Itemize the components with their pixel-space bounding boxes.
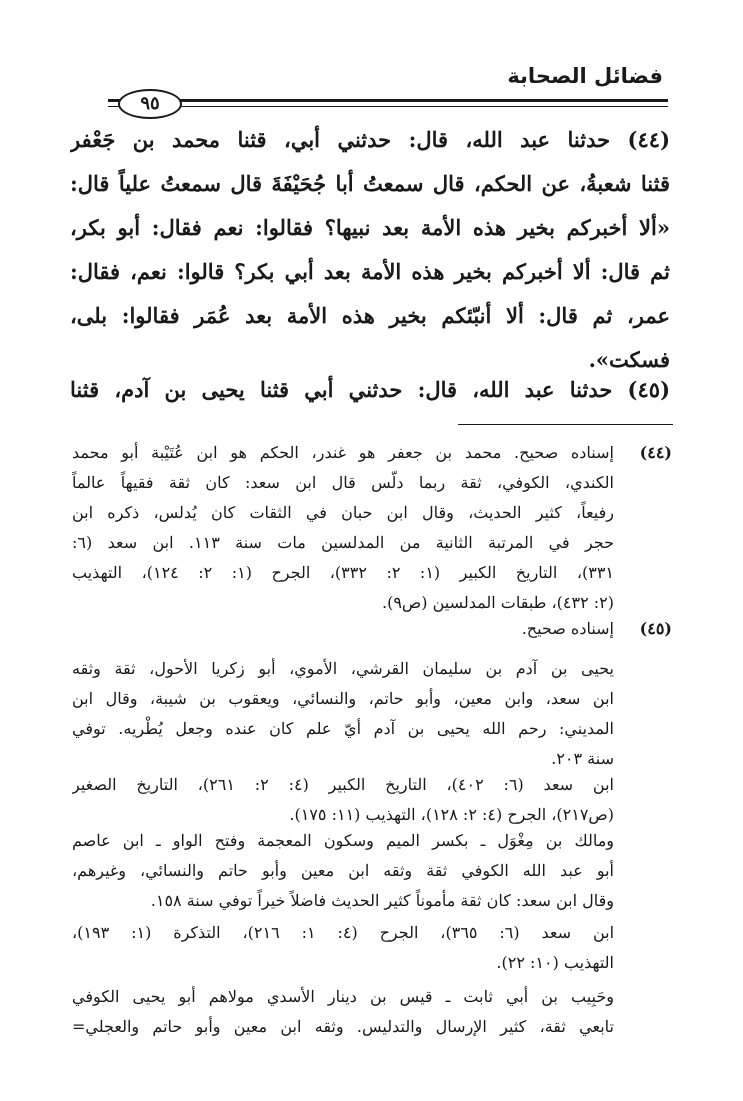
- footnote-line: ٣٣١)، التاريخ الكبير (١: ٢: ٣٣٢)، الجرح (١: ٢: ١٢٤)، التهذيب: [72, 563, 614, 582]
- footnote-line: يحيى بن آدم بن سليمان القرشي، الأموي، أبو زكريا الأحول، ثقة وثقه: [72, 659, 614, 678]
- footnote-number: (٤٥): [639, 619, 672, 638]
- footnote-line: (٢: ٤٣٢)، طبقات المدلسين (ص٩).: [382, 593, 614, 612]
- footnote-45-para-4: [72, 918, 614, 978]
- hadith-44-line: قثنا شعبةُ، عن الحكم، قال سمعتُ أبا جُحَيْفَةَ قال سمعتُ علياً قال:: [70, 171, 670, 196]
- footnote-line: المديني: رحم الله يحيى بن آدم أيّ علم كان عنده وجعل يُطْريه. توفي: [72, 719, 614, 738]
- footnote-44: [72, 438, 672, 618]
- footnote-line: وحَبِيب بن أبي ثابت ـ قيس بن دينار الأسدي مولاهم أبو يحيى الكوفي: [72, 987, 614, 1006]
- footnote-line: الكندي، الكوفي، ثقة ربما دلّس قال ابن سعد: كان ثقة فقيهاً عالماً: [72, 473, 614, 492]
- footnote-45-para-1: [72, 654, 614, 774]
- footnote-line: ابن سعد، وابن معين، وأبو حاتم، والنسائي، ويعقوب بن شيبة، وقال ابن: [72, 689, 614, 708]
- footnote-line: ابن سعد (٦: ٣٦٥)، الجرح (٤: ١: ٢١٦)، التذكرة (١: ١٩٣)،: [72, 923, 614, 942]
- footnote-separator: [458, 424, 673, 425]
- footnote-line: حجر في المرتبة الثانية من المدلسين مات سنة ١١٣. ابن سعد (٦:: [72, 533, 614, 552]
- footnote-number: (٤٤): [639, 443, 672, 462]
- footnote-line: ابن سعد (٦: ٤٠٢)، التاريخ الكبير (٤: ٢: ٢٦١)، التاريخ الصغير: [72, 775, 614, 794]
- header-rule: [108, 95, 668, 117]
- hadith-44-line: ثم قال: ألا أخبركم بخير هذه الأمة بعد أبي بكر؟ قالوا: نعم، فقال:: [70, 259, 670, 284]
- hadith-44-line: (٤٤) حدثنا عبد الله، قال: حدثني أبي، قثنا محمد بن جَعْفر: [70, 127, 670, 152]
- footnote-heading: إسناده صحيح.: [521, 619, 614, 638]
- footnote-line: إسناده صحيح. محمد بن جعفر هو غندر، الحكم هو ابن عُتَيْبة أبو محمد: [72, 443, 614, 462]
- hadith-44-line: عمر، ثم قال: ألا أنبّئكم بخير هذه الأمة بعد عُمَر فقالوا: بلى،: [70, 303, 670, 328]
- footnote-45: [72, 614, 672, 644]
- footnote-45-para-3: [72, 826, 614, 916]
- footnote-line: سنة ٢٠٣.: [551, 749, 614, 768]
- hadith-44-line: «ألا أخبركم بخير هذه الأمة بعد نبيها؟ فقالوا: نعم فقال: أبو بكر،: [70, 215, 670, 240]
- footnote-line: تابعي ثقة، كثير الإرسال والتدليس. وثقه ابن معين وأبو حاتم والعجلي=: [72, 1017, 614, 1036]
- book-title: فضائل الصحابة: [507, 64, 663, 88]
- header-rule-line: [108, 99, 668, 107]
- page-number: ٩٥: [118, 89, 182, 119]
- footnote-line: وقال ابن سعد: كان ثقة مأموناً كثير الحديث فاضلاً خيراً توفي سنة ١٥٨.: [150, 891, 614, 910]
- footnote-line: (ص٢١٧)، الجرح (٤: ٢: ١٢٨)، التهذيب (١١: ١٧٥).: [289, 805, 614, 824]
- footnote-45-para-5: [72, 982, 614, 1042]
- footnote-line: التهذيب (١٠: ٢٢).: [496, 953, 614, 972]
- footnote-line: أبو عبد الله الكوفي ثقة وثقه ابن معين وأبو حاتم والنسائي، وغيرهم،: [72, 861, 614, 880]
- footnote-line: ومالك بن مِغْوَل ـ بكسر الميم وسكون المعجمة وفتح الواو ـ ابن عاصم: [72, 831, 614, 850]
- hadith-44-text: [70, 118, 670, 382]
- footnote-45-para-2: [72, 770, 614, 830]
- footnote-line: رفيعاً، كثير الحديث، وقال ابن حبان في الثقات كان يُدلس، ذكره ابن: [72, 503, 614, 522]
- hadith-44-line: فسكت».: [588, 347, 670, 372]
- hadith-45-text: (٤٥) حدثنا عبد الله، قال: حدثني أبي قثنا يحيى بن آدم، قثنا: [70, 377, 670, 402]
